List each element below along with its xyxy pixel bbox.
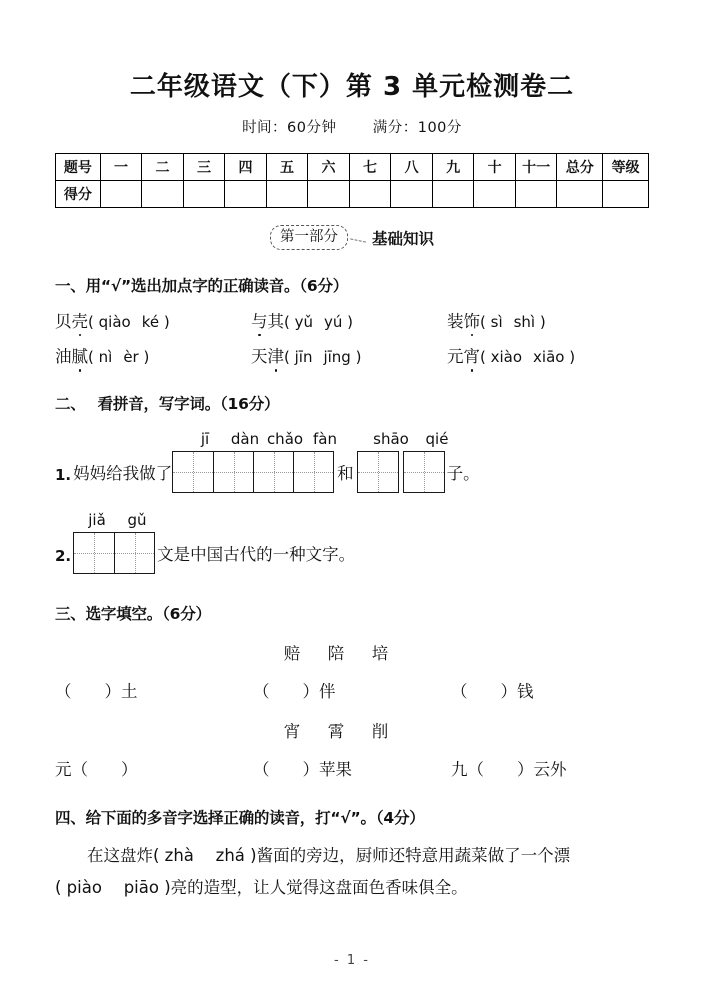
char-pool-group-1 xyxy=(55,640,649,664)
writing-grid-shao[interactable] xyxy=(357,451,399,493)
section-1-number: 一、 xyxy=(55,277,86,296)
part-chip-label: 第一部分 xyxy=(270,225,348,250)
pick-word-pre: 装 xyxy=(447,312,464,332)
option-a[interactable]: nì xyxy=(98,348,113,367)
col-header-5: 五 xyxy=(266,154,308,181)
pick-word-pre: 贝 xyxy=(55,312,72,332)
score-cell-7[interactable] xyxy=(349,181,391,208)
fill-blank-2[interactable]: （ ）伴 xyxy=(253,681,336,701)
writing-cell[interactable] xyxy=(213,452,253,492)
pick-word-dotted: 宵 xyxy=(463,347,480,367)
writing-grid-jiagu[interactable] xyxy=(73,532,155,574)
fill-blank-5[interactable]: （ ）苹果 xyxy=(253,759,352,779)
pool-char: 宵 xyxy=(283,721,301,741)
pinyin-label: chǎo xyxy=(266,429,304,448)
pick-options[interactable]: ( jīn jīng ) xyxy=(284,348,362,367)
score-cell-10[interactable] xyxy=(474,181,516,208)
col-header-grade: 等级 xyxy=(603,154,649,181)
score-cell-6[interactable] xyxy=(308,181,350,208)
option-a[interactable]: qiào xyxy=(98,313,131,332)
page-title: 二年级语文（下）第 3 单元检测卷二 xyxy=(129,72,575,102)
pick-word-pre: 天 xyxy=(251,347,268,367)
writing-cell[interactable] xyxy=(358,452,398,492)
score-cell-grade[interactable] xyxy=(603,181,649,208)
pick-word-dotted: 津 xyxy=(267,347,284,367)
pool-char: 削 xyxy=(371,721,389,741)
pick-item-5[interactable] xyxy=(251,348,447,366)
option-b[interactable]: yú xyxy=(324,313,343,332)
question-number: 2. xyxy=(55,546,72,565)
score-cell-11[interactable] xyxy=(515,181,557,208)
pinyin-label: dàn xyxy=(230,429,260,448)
score-cell-4[interactable] xyxy=(225,181,267,208)
score-table xyxy=(55,153,649,208)
pick-item-3[interactable] xyxy=(447,313,643,331)
pick-word-dotted: 饰 xyxy=(463,312,480,332)
option-a[interactable]: sì xyxy=(490,313,503,332)
part-banner xyxy=(55,225,649,250)
pinyin-label: jī xyxy=(200,429,210,448)
pool-char: 霄 xyxy=(327,721,345,741)
option-a[interactable]: xiào xyxy=(490,348,523,367)
part-title: 基础知识 xyxy=(371,229,434,248)
col-header-9: 九 xyxy=(432,154,474,181)
col-header-total: 总分 xyxy=(557,154,603,181)
writing-cell[interactable] xyxy=(293,452,333,492)
pick-options[interactable]: ( xiào xiāo ) xyxy=(480,348,576,367)
option-a[interactable]: jīn xyxy=(294,348,313,367)
pick-options[interactable]: ( qiào ké ) xyxy=(88,313,170,332)
section-2-number: 二、 xyxy=(55,394,86,413)
pool-char: 培 xyxy=(371,643,389,663)
pick-word-pre: 元 xyxy=(447,347,464,367)
col-header-11: 十一 xyxy=(515,154,557,181)
col-header-6: 六 xyxy=(308,154,350,181)
exam-meta xyxy=(55,116,649,137)
option-b[interactable]: shì xyxy=(513,313,536,332)
pick-word-dotted: 腻 xyxy=(71,347,88,367)
pinyin-label: shāo xyxy=(373,429,409,448)
pick-item-6[interactable] xyxy=(447,348,643,366)
col-header-10: 十 xyxy=(474,154,516,181)
section-3-heading xyxy=(55,602,649,624)
pinyin-label: gǔ xyxy=(127,510,147,529)
score-cell-3[interactable] xyxy=(183,181,225,208)
q2-pinyin-row xyxy=(55,511,649,529)
pick-word-dotted: 与 xyxy=(251,312,268,332)
writing-cell[interactable] xyxy=(74,533,114,573)
section-1-row-2 xyxy=(55,348,649,366)
row-label-question: 题号 xyxy=(56,154,101,181)
score-cell-total[interactable] xyxy=(557,181,603,208)
fill-blank-6[interactable]: 九（ ）云外 xyxy=(451,759,567,779)
pinyin-label: fàn xyxy=(313,429,337,448)
pick-item-1[interactable] xyxy=(55,313,251,331)
question-number: 1. xyxy=(55,465,72,484)
score-cell-5[interactable] xyxy=(266,181,308,208)
question-conjunction: 和 xyxy=(337,463,354,483)
col-header-3: 三 xyxy=(183,154,225,181)
blank-row-group-2 xyxy=(55,756,649,780)
writing-cell[interactable] xyxy=(253,452,293,492)
blank-row-group-1 xyxy=(55,678,649,702)
writing-grid-jidanchaofan[interactable] xyxy=(172,451,334,493)
col-header-8: 八 xyxy=(391,154,433,181)
pick-options[interactable]: ( nì èr ) xyxy=(88,348,150,367)
pinyin-label: qié xyxy=(425,429,449,448)
score-cell-9[interactable] xyxy=(432,181,474,208)
pinyin-label: jiǎ xyxy=(88,510,106,529)
question-tail-text: 文是中国古代的一种文字。 xyxy=(157,544,356,564)
section-4-heading xyxy=(55,806,649,828)
section-1-title: 用“√”选出加点字的正确读音。（6分） xyxy=(85,277,349,296)
pick-word-pre: 油 xyxy=(55,347,72,367)
col-header-1: 一 xyxy=(100,154,142,181)
char-pool-group-2 xyxy=(55,718,649,742)
question-2 xyxy=(55,532,649,574)
option-b[interactable]: ké xyxy=(141,313,160,332)
question-1 xyxy=(55,451,649,493)
section-1-heading xyxy=(55,274,649,296)
option-b[interactable]: xiāo xyxy=(533,348,565,367)
section-2-title: 看拼音，写字词。（16分） xyxy=(97,394,280,413)
option-b[interactable]: jīng xyxy=(323,348,351,367)
pick-word-post: 其 xyxy=(267,312,284,332)
score-cell-2[interactable] xyxy=(142,181,184,208)
section-1-row-1 xyxy=(55,313,649,331)
col-header-7: 七 xyxy=(349,154,391,181)
option-b[interactable]: èr xyxy=(123,348,139,367)
writing-cell[interactable] xyxy=(173,452,213,492)
part-tail-line xyxy=(350,238,366,243)
pool-char: 赔 xyxy=(283,643,301,663)
pick-word-dotted: 壳 xyxy=(71,312,88,332)
section-3-number: 三、 xyxy=(55,604,86,623)
writing-grid-qie[interactable] xyxy=(403,451,445,493)
writing-cell[interactable] xyxy=(404,452,444,492)
section-4-line-2[interactable]: ( piào piāo )亮的造型，让人觉得这盘面色香味俱全。 xyxy=(55,877,468,897)
table-row-question-numbers xyxy=(56,154,649,181)
pick-options[interactable]: ( yǔ yú ) xyxy=(284,313,354,332)
pick-options[interactable]: ( sì shì ) xyxy=(480,313,546,332)
question-lead-text: 妈妈给我做了 xyxy=(73,463,173,483)
section-4-line-1[interactable]: 在这盘炸( zhà zhá )酱面的旁边，厨师还特意用蔬菜做了一个漂 xyxy=(87,845,571,865)
page-number: - 1 - xyxy=(334,953,370,968)
question-tail-text: 子。 xyxy=(446,463,480,483)
q1-pinyin-row xyxy=(55,430,649,448)
col-header-2: 二 xyxy=(142,154,184,181)
full-score: 满分：100分 xyxy=(372,120,462,137)
score-cell-1[interactable] xyxy=(100,181,142,208)
section-3-title: 选字填空。（6分） xyxy=(85,604,211,623)
score-cell-8[interactable] xyxy=(391,181,433,208)
table-row-scores xyxy=(56,181,649,208)
section-4-title: 给下面的多音字选择正确的读音，打“√”。（4分） xyxy=(85,808,425,827)
pick-item-4[interactable] xyxy=(55,348,251,366)
section-4-number: 四、 xyxy=(55,808,86,827)
fill-blank-4[interactable]: 元（ ） xyxy=(55,759,138,779)
option-a[interactable]: yǔ xyxy=(294,313,314,332)
fill-blank-3[interactable]: （ ）钱 xyxy=(451,681,534,701)
col-header-4: 四 xyxy=(225,154,267,181)
row-label-score: 得分 xyxy=(56,181,101,208)
writing-cell[interactable] xyxy=(114,533,154,573)
pick-item-2[interactable] xyxy=(251,313,447,331)
time-limit: 时间：60分钟 xyxy=(242,120,337,137)
fill-blank-1[interactable]: （ ）土 xyxy=(55,681,138,701)
section-2-heading xyxy=(55,392,649,414)
pool-char: 陪 xyxy=(327,643,345,663)
